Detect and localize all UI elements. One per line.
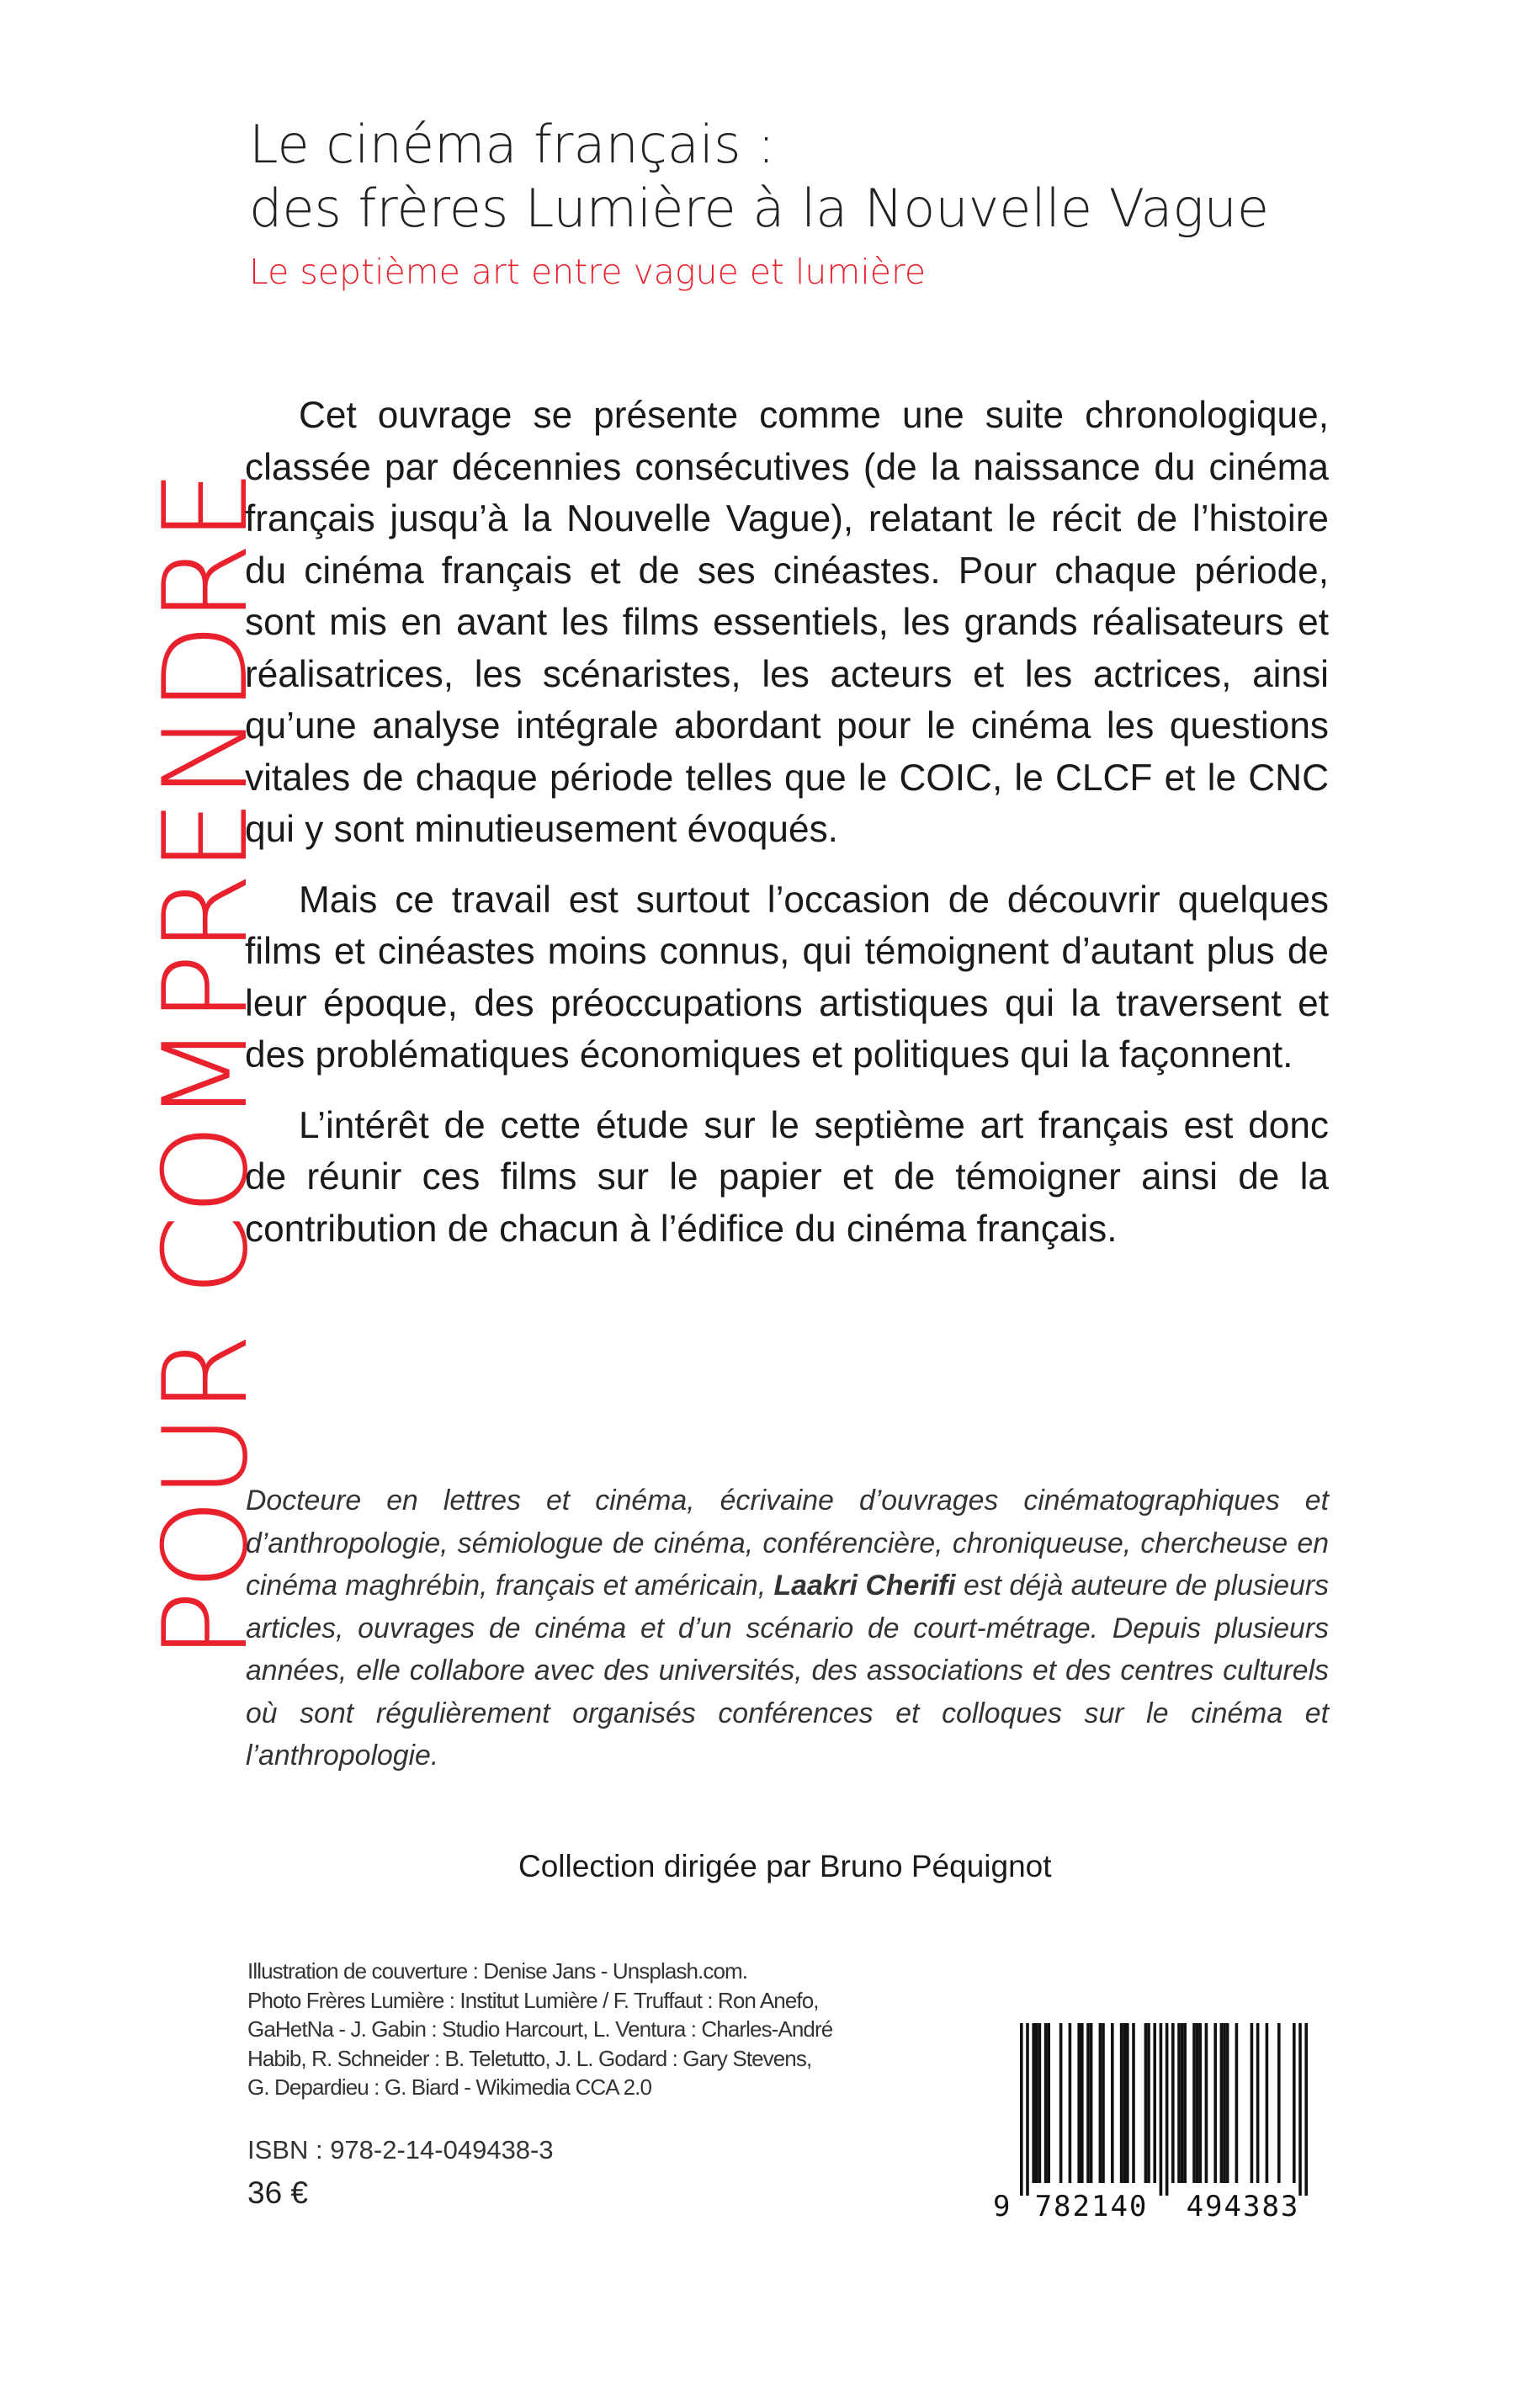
bio-text-after: est déjà auteure de plusieurs articles, ouvrages de cinéma et d’un scénario de court-métrage. Depuis plusieurs années, elle collabore avec des universités, des associations et des centres culturels où sont régulièrement organisés conférences et colloques sur le cinéma et l’anthropologie. <box>246 1570 1330 1771</box>
barcode-bar <box>1126 2023 1129 2183</box>
barcode-bar <box>1277 2023 1281 2183</box>
bio-text-before: Docteure en lettres et cinéma, écrivaine d’ouvrages cinématographiques et d’anthropologie, sémiologue de cinéma, conférencière, chroniqueuse, chercheuse en cinéma maghrébin, français et américain, <box>246 1485 1329 1602</box>
barcode-bar <box>1077 2023 1081 2183</box>
barcode <box>993 2023 1328 2225</box>
barcode-bar <box>1147 2023 1150 2183</box>
barcode-bar <box>1304 2023 1308 2196</box>
barcode-bar <box>1266 2023 1269 2183</box>
barcode-bar <box>1144 2023 1148 2183</box>
summary-paragraph: Mais ce travail est surtout l’occasion de découvrir quelques films et cinéastes moins connus, qui témoignent d’autant plus de leur époque, des préoccupations artistiques qui la traversent et des problématiques économiques et politiques qui la façonnent. <box>245 879 1329 1076</box>
barcode-bar <box>1298 2023 1302 2196</box>
barcode-bar <box>1038 2023 1042 2183</box>
barcode-bar <box>1123 2023 1126 2183</box>
barcode-bar <box>1220 2023 1224 2183</box>
barcode-bar <box>1171 2023 1175 2183</box>
barcode-bar <box>1177 2023 1181 2183</box>
summary-text <box>245 390 1329 1273</box>
barcode-bar <box>1032 2023 1035 2183</box>
barcode-first-digit: 9 <box>993 2190 1011 2223</box>
barcode-bar <box>1086 2023 1090 2183</box>
barcode-bar <box>1120 2023 1123 2183</box>
barcode-bar <box>1205 2023 1208 2183</box>
collection-director: Collection dirigée par Bruno Péquignot <box>518 1849 1052 1883</box>
title-line-2: des frères Lumière à la Nouvelle Vague <box>249 178 1269 239</box>
barcode-bar <box>1196 2023 1199 2183</box>
barcode-bar <box>1192 2023 1196 2183</box>
barcode-bar <box>1166 2023 1169 2196</box>
credit-line: Habib, R. Schneider : B. Teletutto, J. L. Godard : Gary Stevens, <box>247 2045 812 2071</box>
collection-vertical-label: POUR COMPRENDRE <box>138 469 273 1660</box>
barcode-bar <box>1111 2023 1114 2183</box>
barcode-bar <box>1099 2023 1102 2183</box>
barcode-bar <box>1160 2023 1163 2196</box>
author-bio <box>246 1479 1329 1777</box>
barcode-bar <box>1223 2023 1226 2183</box>
book-title <box>249 113 1343 241</box>
barcode-bar <box>1213 2023 1217 2183</box>
barcode-bars <box>993 2023 1328 2196</box>
barcode-bar <box>1235 2023 1239 2183</box>
title-line-1: Le cinéma français : <box>249 114 775 175</box>
barcode-right-digits: 494383 <box>1186 2190 1300 2223</box>
barcode-bar <box>1198 2023 1202 2183</box>
credit-line: Photo Frères Lumière : Institut Lumière / F. Truffaut : Ron Anefo, <box>247 1987 819 2013</box>
barcode-bar <box>1020 2023 1023 2196</box>
price: 36 € <box>247 2175 309 2210</box>
barcode-bar <box>1090 2023 1093 2183</box>
barcode-bar <box>1059 2023 1063 2183</box>
barcode-bar <box>1153 2023 1156 2183</box>
barcode-bar <box>1047 2023 1050 2183</box>
author-name: Laakri Cherifi <box>773 1570 956 1602</box>
barcode-bar <box>1081 2023 1084 2183</box>
credit-line: Illustration de couverture : Denise Jans - Unsplash.com. <box>247 1958 748 1984</box>
barcode-bar <box>1226 2023 1229 2183</box>
barcode-bar <box>1293 2023 1296 2183</box>
barcode-bar <box>1044 2023 1048 2183</box>
barcode-bar <box>1256 2023 1260 2183</box>
summary-paragraph: L’intérêt de cette étude sur le septième art français est donc de réunir ces films sur le papier et de témoigner ainsi de la contribution de chacun à l’édifice du cinéma français. <box>245 1104 1329 1250</box>
barcode-bar <box>1035 2023 1038 2183</box>
book-subtitle: Le septième art entre vague et lumière <box>249 252 927 292</box>
barcode-bar <box>1132 2023 1135 2183</box>
barcode-bar <box>1069 2023 1072 2183</box>
photo-credits <box>247 1957 1005 2102</box>
credit-line: G. Depardieu : G. Biard - Wikimedia CCA 2.0 <box>247 2074 652 2100</box>
barcode-bar <box>1026 2023 1029 2196</box>
barcode-bar <box>1251 2023 1254 2183</box>
summary-paragraph: Cet ouvrage se présente comme une suite chronologique, classée par décennies consécutives (de la naissance du cinéma français jusqu’à la Nouvelle Vague), relatant le récit de l’histoire du cinéma français et de ses cinéastes. Pour chaque période, sont mis en avant les films essentiels, les grands réalisateurs et réalisatrices, les scénaristes, les acteurs et les actrices, ainsi qu’une analyse intégrale abordant pour le cinéma les questions vitales de chaque période telles que le COIC, le CLCF et le CNC qui y sont minutieusement évoqués. <box>245 395 1329 850</box>
isbn: ISBN : 978-2-14-049438-3 <box>247 2135 554 2165</box>
credit-line: GaHetNa - J. Gabin : Studio Harcourt, L. Ventura : Charles-André <box>247 2016 833 2042</box>
barcode-bar <box>1102 2023 1105 2183</box>
barcode-bar <box>1183 2023 1187 2183</box>
barcode-bar <box>1181 2023 1184 2183</box>
barcode-left-digits: 782140 <box>1034 2190 1149 2223</box>
